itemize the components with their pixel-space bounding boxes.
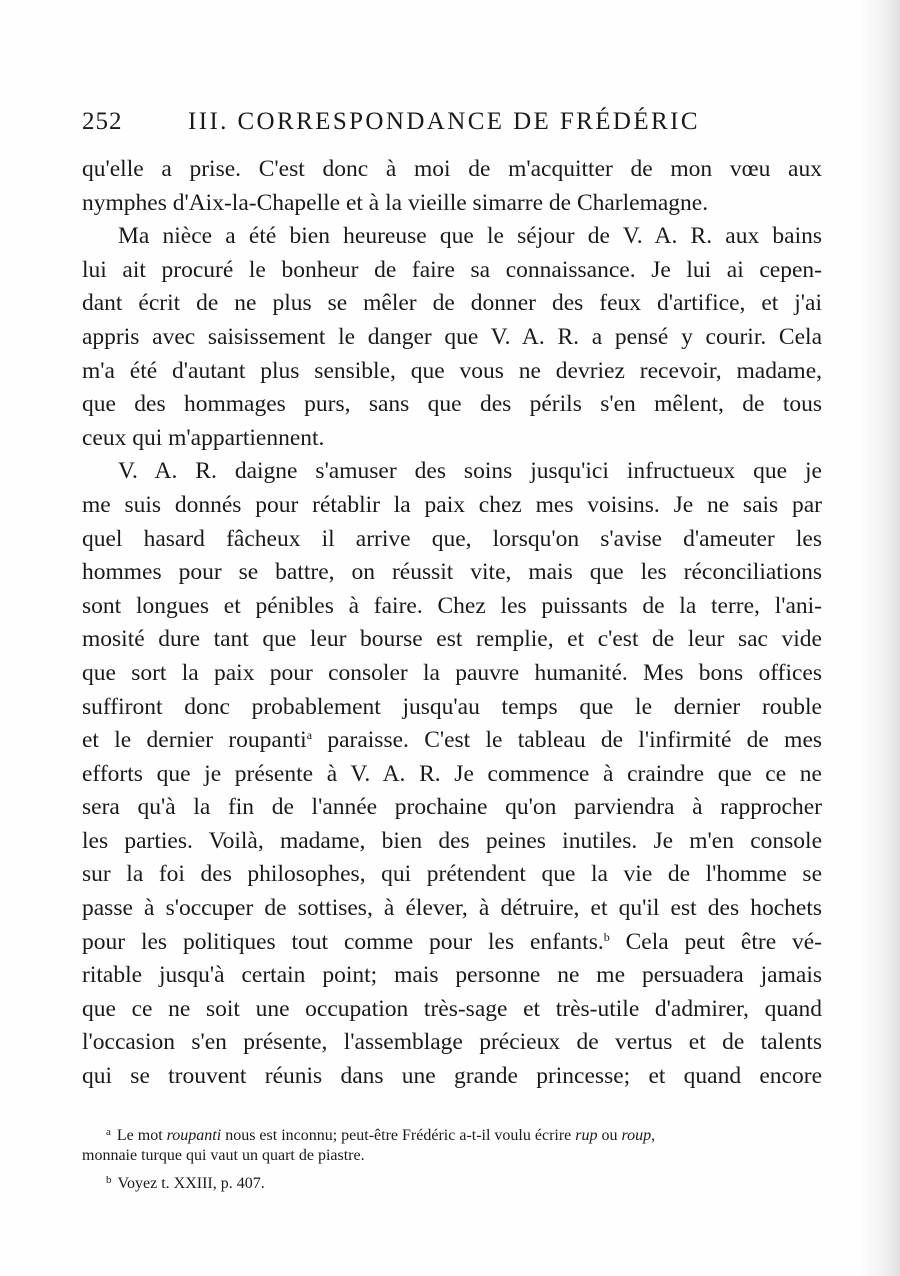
footnote-a-word: roupanti <box>166 1127 222 1144</box>
scan-edge-shadow <box>860 0 900 1276</box>
text-segment: Cela peut être vé- <box>625 928 823 955</box>
text-segment: paraisse. C'est le tableau de l'infirmité de mes <box>327 727 823 754</box>
footnote-a-word: roup <box>621 1127 652 1144</box>
text-line: sur la foi des philosophes, qui prétendent que la vie de l'homme se <box>82 861 822 888</box>
text-line: que ce ne soit une occupation très-sage et très-utile d'admirer, quand <box>82 995 822 1022</box>
text-line: appris avec saisissement le danger que V. A. R. a pensé y courir. Cela <box>82 323 822 350</box>
text-line: l'occasion s'en présente, l'assemblage précieux de vertus et de talents <box>82 1029 822 1056</box>
text-segment: et le dernier roupanti <box>82 727 307 754</box>
text-line: les parties. Voilà, madame, bien des peines inutiles. Je m'en console <box>82 827 822 854</box>
text-line: Ma nièce a été bien heureuse que le séjour de V. A. R. aux bains <box>118 223 822 250</box>
text-line: que sort la paix pour consoler la pauvre humanité. Mes bons offices <box>82 659 822 686</box>
footnote-b-mark: b <box>106 1174 112 1186</box>
text-line: sera qu'à la fin de l'année prochaine qu'on parviendra à rapprocher <box>82 794 822 821</box>
footnote-a-mark: a <box>106 1126 111 1138</box>
footnote-a-text: , <box>651 1127 656 1144</box>
text-line <box>82 724 822 758</box>
text-line: m'a été d'autant plus sensible, que vous ne devriez recevoir, madame, <box>82 357 822 384</box>
text-line: ritable jusqu'à certain point; mais personne ne me persuadera jamais <box>82 962 822 989</box>
text-line: qu'elle a prise. C'est donc à moi de m'acquitter de mon vœu aux <box>82 156 822 182</box>
footnote-a-text: nous est inconnu; peut-être Frédéric a-t-il voulu écrire <box>221 1127 576 1144</box>
page-number: 252 <box>82 108 123 135</box>
footnote-b <box>82 1168 822 1192</box>
text-line <box>82 926 822 960</box>
text-line: suffiront donc probablement jusqu'au temps que le dernier rouble <box>82 693 822 720</box>
text-line: dant écrit de ne plus se mêler de donner des feux d'artifice, et j'ai <box>82 290 822 317</box>
text-line: mosité dure tant que leur bourse est remplie, et c'est de leur sac vide <box>82 626 822 653</box>
footnote-a-continuation: monnaie turque qui vaut un quart de piastre. <box>82 1147 365 1164</box>
footnote-a <box>82 1120 822 1144</box>
text-line: qui se trouvent réunis dans une grande princesse; et quand encore <box>82 1063 822 1090</box>
footnote-b-text: Voyez t. XXIII, p. 407. <box>117 1175 265 1192</box>
footnote-mark-a: a <box>306 728 313 743</box>
body-text <box>82 153 822 1094</box>
footnotes <box>82 1120 822 1192</box>
text-line: passe à s'occuper de sottises, à élever, à détruire, et qu'il est des hochets <box>82 895 822 922</box>
text-line: quel hasard fâcheux il arrive que, lorsqu'on s'avise d'ameuter les <box>82 525 822 552</box>
text-line: efforts que je présente à V. A. R. Je commence à craindre que ce ne <box>82 760 822 787</box>
running-title: III. CORRESPONDANCE DE FRÉDÉRIC <box>188 108 700 135</box>
text-segment: pour les politiques tout comme pour les enfants. <box>82 928 604 955</box>
text-line: lui ait procuré le bonheur de faire sa connaissance. Je lui ai cepen- <box>82 256 822 283</box>
text-line: me suis donnés pour rétablir la paix chez mes voisins. Je ne sais par <box>82 491 822 518</box>
text-line: V. A. R. daigne s'amuser des soins jusqu'ici infructueux que je <box>118 458 822 485</box>
text-line: ceux qui m'appartiennent. <box>82 424 325 451</box>
footnote-mark-b: b <box>603 929 610 944</box>
text-line: hommes pour se battre, on réussit vite, mais que les réconciliations <box>82 559 822 586</box>
footnote-a-word: rup <box>575 1127 598 1144</box>
footnote-a-text: ou <box>597 1127 622 1144</box>
page-header <box>82 108 822 144</box>
text-line: sont longues et pénibles à faire. Chez les puissants de la terre, l'ani- <box>82 592 822 619</box>
text-line: que des hommages purs, sans que des périls s'en mêlent, de tous <box>82 391 822 418</box>
footnote-a-text: Le mot <box>116 1127 167 1144</box>
text-line: nymphes d'Aix-la-Chapelle et à la vieille simarre de Charlemagne. <box>82 189 709 216</box>
